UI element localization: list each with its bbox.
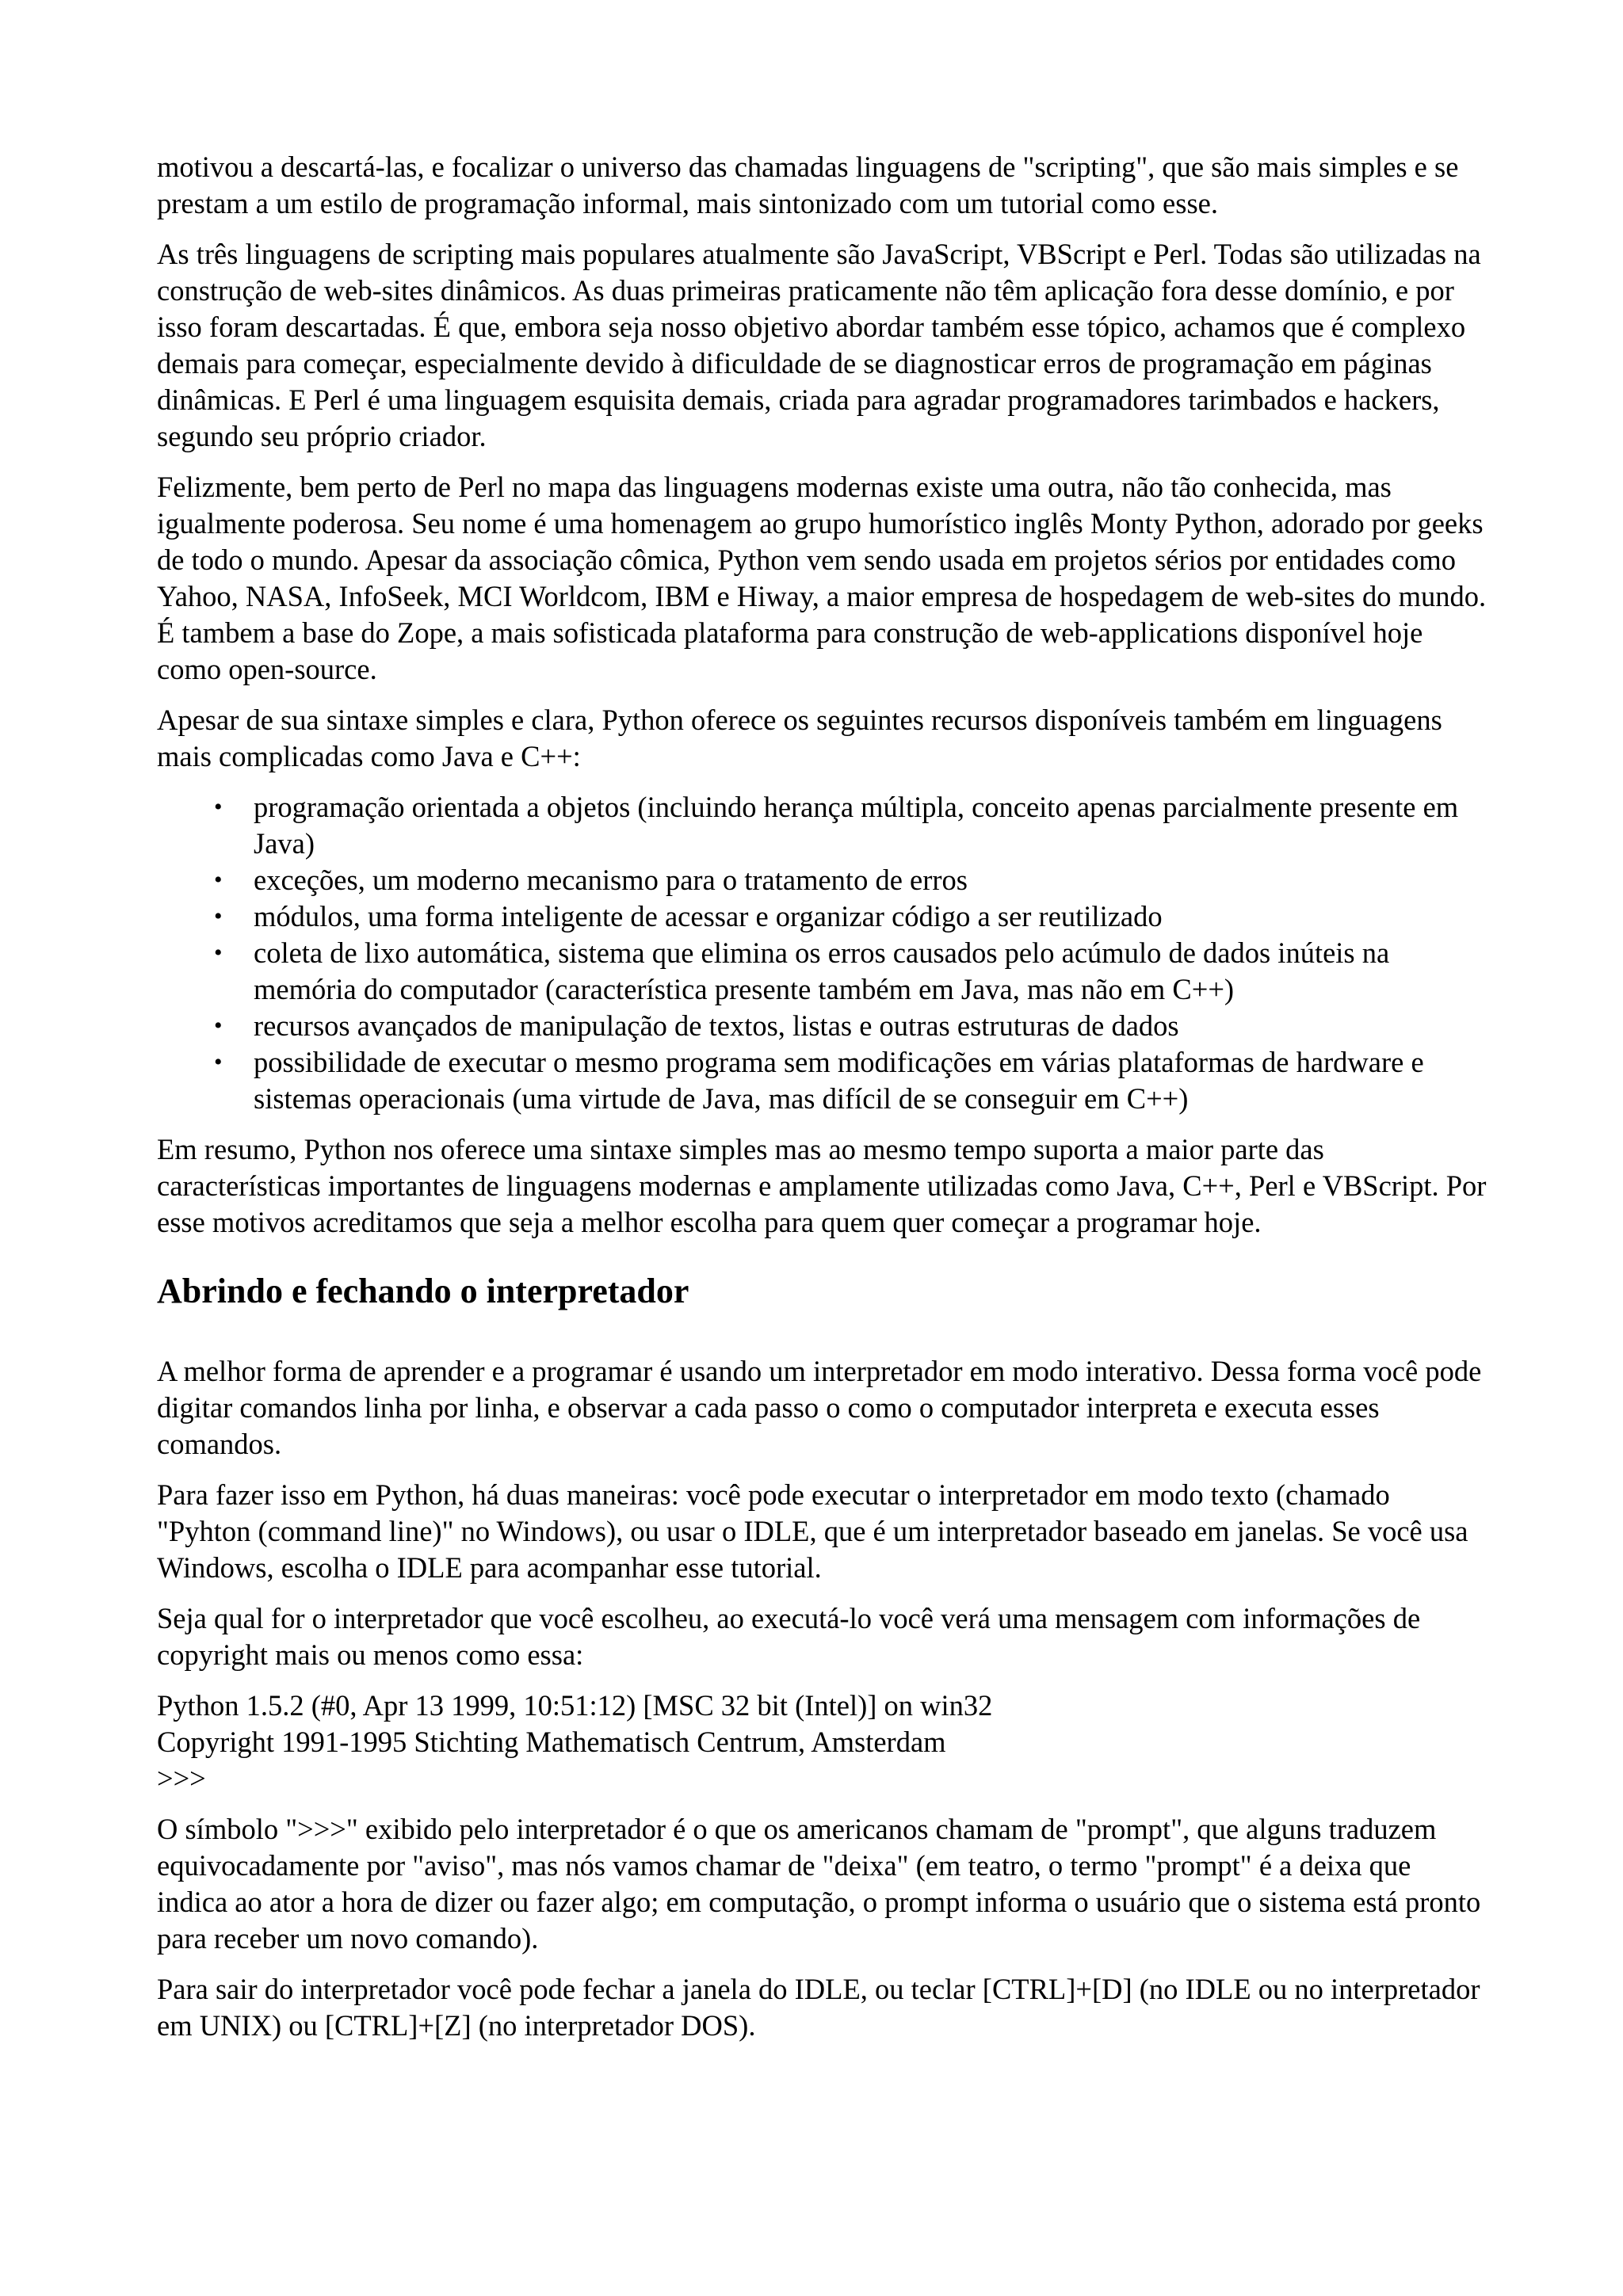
section-paragraph-2: Para fazer isso em Python, há duas maneiras: você pode executar o interpretador em modo texto (chamado "Pyhton (command line)" no Windows), ou usar o IDLE, que é um interpretador baseado em janelas. Se você usa Windows, escolha o IDLE para acompanhar esse tutorial. [157, 1478, 1468, 1584]
list-item [214, 898, 1488, 935]
document-page [157, 149, 1488, 2058]
list-item [214, 1044, 1488, 1117]
list-item [214, 862, 1488, 898]
list-item-text: recursos avançados de manipulação de textos, listas e outras estruturas de dados [254, 1009, 1179, 1042]
list-item [214, 789, 1488, 862]
bullet-icon: • [214, 1049, 223, 1075]
banner-line-version: Python 1.5.2 (#0, Apr 13 1999, 10:51:12) [MSC 32 bit (Intel)] on win32 [157, 1689, 993, 1722]
intro-paragraph-1: motivou a descartá-las, e focalizar o universo das chamadas linguagens de "scripting", que são mais simples e se prestam a um estilo de programação informal, mais sintonizado com um tutorial como esse. [157, 151, 1459, 219]
features-list [157, 789, 1488, 1117]
bullet-icon: • [214, 903, 223, 929]
section-heading: Abrindo e fechando o interpretador [157, 1272, 689, 1310]
bullet-icon: • [214, 867, 223, 893]
summary-paragraph: Em resumo, Python nos oferece uma sintaxe simples mas ao mesmo tempo suporta a maior parte das características importantes de linguagens modernas e amplamente utilizadas como Java, C++, Perl e VBScript. Por esse motivos acreditamos que seja a melhor escolha para quem quer começar a programar hoje. [157, 1133, 1487, 1238]
bullet-icon: • [214, 1013, 223, 1039]
banner-line-prompt: >>> [157, 1762, 206, 1794]
intro-paragraph-2: As três linguagens de scripting mais populares atualmente são JavaScript, VBScript e Perl. Todas são utilizadas na construção de web-sites dinâmicos. As duas primeiras praticamente não têm aplicação fora desse domínio, e por isso foram descartadas. É que, embora seja nosso objetivo abordar também esse tópico, achamos que é complexo demais para começar, especialmente devido à dificuldade de se diagnosticar erros de programação em páginas dinâmicas. E Perl é uma linguagem esquisita demais, criada para agradar programadores tarimbados e hackers, segundo seu próprio criador. [157, 238, 1481, 452]
list-item-text: exceções, um moderno mecanismo para o tratamento de erros [254, 864, 968, 896]
bullet-icon: • [214, 940, 223, 966]
list-item-text: módulos, uma forma inteligente de acessar e organizar código a ser reutilizado [254, 900, 1163, 933]
list-item [214, 935, 1488, 1008]
banner-line-copyright: Copyright 1991-1995 Stichting Mathematisch Centrum, Amsterdam [157, 1726, 946, 1758]
list-item-text: coleta de lixo automática, sistema que elimina os erros causados pelo acúmulo de dados inúteis na memória do computador (característica presente também em Java, mas não em C++) [254, 936, 1390, 1005]
list-item [214, 1008, 1488, 1044]
closing-paragraph-2: Para sair do interpretador você pode fechar a janela do IDLE, ou teclar [CTRL]+[D] (no IDLE ou no interpretador em UNIX) ou [CTRL]+[Z] (no interpretador DOS). [157, 1973, 1480, 2042]
list-item-text: possibilidade de executar o mesmo programa sem modificações em várias plataformas de hardware e sistemas operacionais (uma virtude de Java, mas difícil de se conseguir em C++) [254, 1046, 1424, 1115]
section-paragraph-3: Seja qual for o interpretador que você escolheu, ao executá-lo você verá uma mensagem com informações de copyright mais ou menos como essa: [157, 1602, 1421, 1671]
bullet-icon: • [214, 794, 223, 820]
interpreter-banner [157, 1688, 1488, 1797]
list-item-text: programação orientada a objetos (incluindo herança múltipla, conceito apenas parcialmente presente em Java) [254, 791, 1459, 860]
intro-paragraph-3: Felizmente, bem perto de Perl no mapa das linguagens modernas existe uma outra, não tão conhecida, mas igualmente poderosa. Seu nome é uma homenagem ao grupo humorístico inglês Monty Python, adorado por geeks de todo o mundo. Apesar da associação cômica, Python vem sendo usada em projetos sérios por entidades como Yahoo, NASA, InfoSeek, MCI Worldcom, IBM e Hiway, a maior empresa de hospedagem de web-sites do mundo. É tambem a base do Zope, a mais sofisticada plataforma para construção de web-applications disponível hoje como open-source. [157, 471, 1487, 685]
closing-paragraph-1: O símbolo ">>>" exibido pelo interpretador é o que os americanos chamam de "prompt", que alguns traduzem equivocadamente por "aviso", mas nós vamos chamar de "deixa" (em teatro, o termo "prompt" é a deixa que indica ao ator a hora de dizer ou fazer algo; em computação, o prompt informa o usuário que o sistema está pronto para receber um novo comando). [157, 1813, 1481, 1955]
section-paragraph-1: A melhor forma de aprender e a programar é usando um interpretador em modo interativo. Dessa forma você pode digitar comandos linha por linha, e observar a cada passo o como o computador interpreta e executa esses comandos. [157, 1355, 1482, 1460]
intro-paragraph-4: Apesar de sua sintaxe simples e clara, Python oferece os seguintes recursos disponíveis também em linguagens mais complicadas como Java e C++: [157, 704, 1442, 772]
